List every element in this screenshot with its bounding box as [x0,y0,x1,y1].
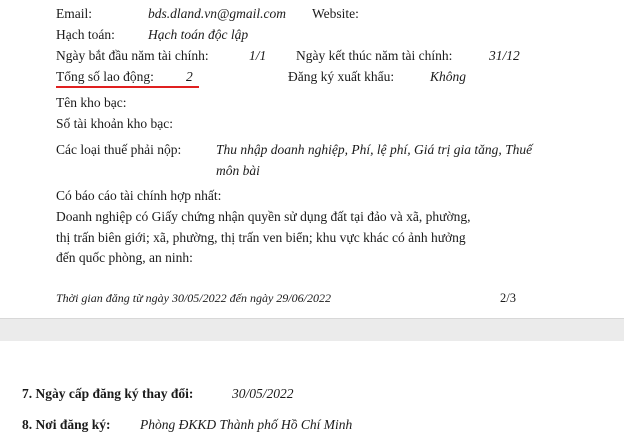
field-label-treasury-name: Tên kho bạc: [56,95,127,110]
scan-separator [0,318,624,342]
field-label-export-registration: Đăng ký xuất khẩu: [288,69,395,84]
field-label-email: Email: [56,6,92,21]
paragraph-land-certificate: Doanh nghiệp có Giấy chứng nhận quyền sử dụng đất tại đảo và xã, phường, thị trấn biên giới; xã, phường, thị trấn ven biển; khu vực khác có ảnh hưởng đến quốc phòng, an ninh: [56,209,471,265]
field-value-export-registration: Không [430,69,467,84]
field-label-accounting-type: Hạch toán: [56,27,115,42]
field-label-website: Website: [312,6,359,21]
field-value-accounting-type: Hạch toán độc lập [148,27,249,42]
field-label-consolidated-report: Có báo cáo tài chính hợp nhất: [56,188,222,203]
item-7-value: 30/05/2022 [232,386,294,401]
field-value-email: bds.dland.vn@gmail.com [148,6,287,21]
red-underline-annotation [56,86,199,88]
item-8-number: 8. [22,417,36,432]
item-7-text: Ngày cấp đăng ký thay đổi: [35,386,194,401]
item-8-text: Nơi đăng ký: [35,417,111,432]
field-label-total-employees: Tổng số lao động: [56,69,154,84]
item-7-number: 7. [22,386,36,401]
item-7-label [22,384,193,404]
footer-registration-period: Thời gian đăng từ ngày 30/05/2022 đến ngày 29/06/2022 [56,291,331,305]
item-8-label [22,415,111,435]
field-label-taxes: Các loại thuế phải nộp: [56,142,182,157]
field-value-fiscal-end: 31/12 [489,48,520,63]
page-number: 2/3 [500,291,516,305]
field-value-total-employees: 2 [186,69,193,84]
field-value-fiscal-start: 1/1 [249,48,267,63]
document-section-bottom [0,341,624,440]
field-label-fiscal-start: Ngày bắt đầu năm tài chính: [56,48,209,63]
field-value-taxes-line-1: Thu nhập doanh nghiệp, Phí, lệ phí, Giá trị gia tăng, Thuế [216,142,533,157]
field-label-treasury-account: Số tài khoản kho bạc: [56,116,173,131]
item-8-value: Phòng ĐKKD Thành phố Hồ Chí Minh [140,417,353,432]
field-value-taxes-line-2: môn bài [216,163,260,178]
field-label-fiscal-end: Ngày kết thúc năm tài chính: [296,48,453,63]
